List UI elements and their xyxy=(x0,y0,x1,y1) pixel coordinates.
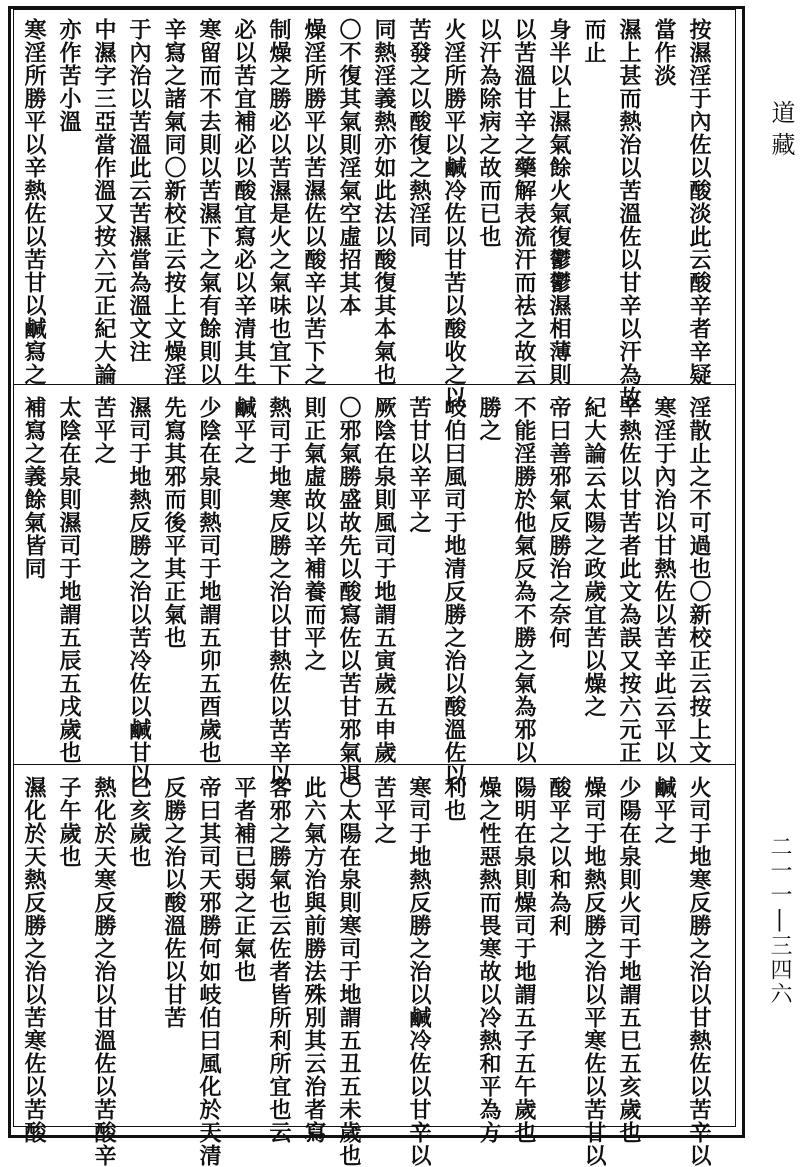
text-column: 苦發之以酸復之熱淫同 xyxy=(406,18,432,248)
page-number: 二一一|三四六 xyxy=(767,835,792,1006)
text-column: 鹹平之 xyxy=(651,776,677,845)
text-column: 苦平之 xyxy=(91,396,117,465)
text-column: 當作淡 xyxy=(651,18,677,87)
text-column: 平者補已弱之正氣也 xyxy=(231,776,257,983)
text-column: 〇太陽在泉則寒司于地謂五丑五未歲也 xyxy=(336,776,362,1167)
text-column: 勝之 xyxy=(476,396,502,442)
text-column: 同熱淫義熱亦如此法以酸復其本氣也 xyxy=(371,18,397,386)
text-column: 濕化於天熱反勝之治以苦寒佐以苦酸 xyxy=(21,776,47,1144)
text-column: 寒淫于內治以甘熱佐以苦辛此云平以 xyxy=(651,396,677,764)
text-column: 利也 xyxy=(441,776,467,822)
text-column: 身半以上濕氣餘火氣復鬱鬱濕相薄則 xyxy=(546,18,572,386)
text-column: 寒司于地熱反勝之治以鹹冷佐以甘辛以 xyxy=(406,776,432,1167)
text-column: 岐伯曰風司于地清反勝之治以酸溫佐以 xyxy=(441,396,467,787)
text-column: 濕司于地熱反勝之治以苦冷佐以鹹甘以 xyxy=(126,396,152,787)
text-column: 熱化於天寒反勝之治以甘溫佐以苦酸辛 xyxy=(91,776,117,1167)
text-column: 客邪之勝氣也云佐者皆所利所宜也云 xyxy=(266,776,292,1144)
text-column: 制燥之勝必以苦濕是火之氣味也宜下 xyxy=(266,18,292,386)
text-column: 少陰在泉則熱司于地謂五卯五酉歲也 xyxy=(196,396,222,764)
text-column: 〇邪氣勝盛故先以酸寫佐以苦甘邪氣退 xyxy=(336,396,362,787)
text-column: 以汗為除病之故而已也 xyxy=(476,18,502,248)
text-column: 寒淫所勝平以辛熱佐以苦甘以鹹寫之 xyxy=(21,18,47,386)
text-column: 而止 xyxy=(581,18,607,64)
text-column: 火司于地寒反勝之治以甘熱佐以苦辛以 xyxy=(686,776,712,1167)
text-column: 辛寫之諸氣同〇新校正云按上文燥淫 xyxy=(161,18,187,386)
text-column: 〇不復其氣則淫氣空虛招其本 xyxy=(336,18,362,317)
text-column: 先寫其邪而後平其正氣也 xyxy=(161,396,187,649)
text-column: 子午歲也 xyxy=(56,776,82,868)
text-column: 苦平之 xyxy=(371,776,397,845)
text-column: 辛熱佐以甘苦者此文為誤又按六元正 xyxy=(616,396,642,764)
text-column: 濕上甚而熱治以苦溫佐以甘辛以汗為故 xyxy=(616,18,642,409)
text-column: 按濕淫于內佐以酸淡此云酸辛者辛疑 xyxy=(686,18,712,386)
text-column: 中濕字三亞當作溫又按六元正紀大論 xyxy=(91,18,117,386)
text-column: 燥司于地熱反勝之治以平寒佐以苦甘以 xyxy=(581,776,607,1167)
text-column: 淫散止之不可過也〇新校正云按上文 xyxy=(686,396,712,764)
section-divider xyxy=(14,764,736,765)
text-column: 火淫所勝平以鹹冷佐以甘苦以酸收之以 xyxy=(441,18,467,409)
text-column: 不能淫勝於他氣反為不勝之氣為邪以 xyxy=(511,396,537,764)
text-column: 巳亥歲也 xyxy=(126,776,152,868)
text-column: 太陰在泉則濕司于地謂五辰五戌歲也 xyxy=(56,396,82,764)
text-column: 帝曰善邪氣反勝治之奈何 xyxy=(546,396,572,649)
text-column: 熱司于地寒反勝之治以甘熱佐以苦辛以 xyxy=(266,396,292,787)
text-column: 燥之性惡熱而畏寒故以冷熱和平為方 xyxy=(476,776,502,1144)
text-column: 亦作苦小溫 xyxy=(56,18,82,133)
text-column: 鹹平之 xyxy=(231,396,257,465)
text-column: 少陽在泉則火司于地謂五巳五亥歲也 xyxy=(616,776,642,1144)
text-column: 補寫之義餘氣皆同 xyxy=(21,396,47,580)
text-column: 苦甘以辛平之 xyxy=(406,396,432,534)
text-column: 酸平之以和為利 xyxy=(546,776,572,937)
text-column: 此六氣方治與前勝法殊別其云治者寫 xyxy=(301,776,327,1144)
text-column: 帝曰其司天邪勝何如岐伯曰風化於天清 xyxy=(196,776,222,1167)
text-column: 紀大論云太陽之政歲宜苦以燥之 xyxy=(581,396,607,718)
text-column: 于內治以苦溫此云苦濕當為溫文注 xyxy=(126,18,152,363)
book-title: 道藏 xyxy=(767,100,795,164)
text-column: 陽明在泉則燥司于地謂五子五午歲也 xyxy=(511,776,537,1144)
text-column: 以苦溫甘辛之藥解表流汗而祛之故云 xyxy=(511,18,537,386)
text-column: 厥陰在泉則風司于地謂五寅歲五申歲 xyxy=(371,396,397,764)
text-column: 寒留而不去則以苦濕下之氣有餘則以 xyxy=(196,18,222,386)
text-column: 燥淫所勝平以苦濕佐以酸辛以苦下之 xyxy=(301,18,327,386)
text-column: 必以苦宜補必以酸宜寫必以辛清其生 xyxy=(231,18,257,386)
text-column: 則正氣虛故以辛補養而平之 xyxy=(301,396,327,672)
text-column: 反勝之治以酸溫佐以甘苦 xyxy=(161,776,187,1029)
